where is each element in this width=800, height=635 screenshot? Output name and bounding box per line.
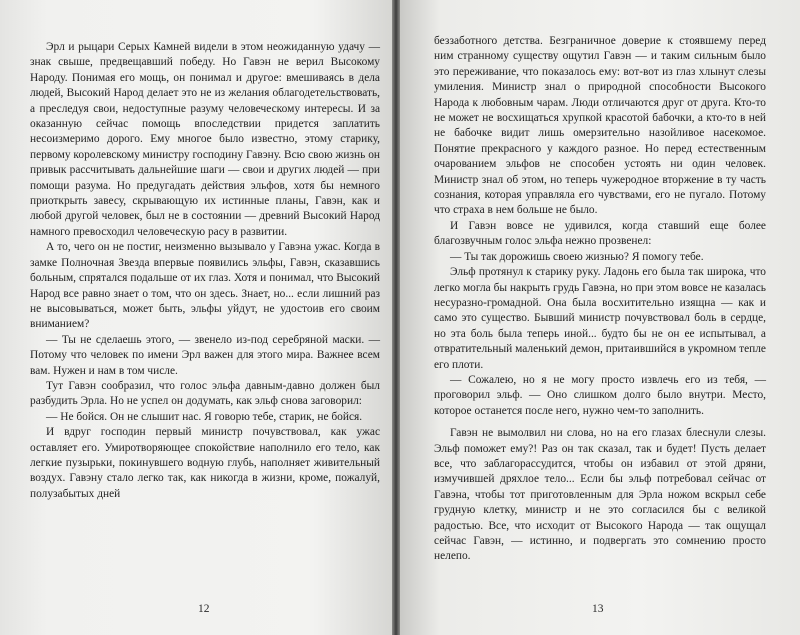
right-paragraph-3: — Ты так дорожишь своею жизнью? Я помогу тебе. [450,250,704,263]
right-paragraph-2: И Гавэн вовсе не удивился, когда ставший еще более благозвучным голос эльфа нежно прозвенел: [434,219,766,248]
left-paragraph-5: — Не бойся. Он не слышит нас. Я говорю тебе, старик, не бойся. [46,410,363,423]
right-paragraph-1: беззаботного детства. Безграничное доверие к стоявшему перед ним странному существу ощутил Гавэн — и таким сильным было это переживание, что показалось ему: вот-вот из глаз хлынут слезы умиления. Министр знал о природной способности Высокого Народа к любовным чарам. Люди отличаются друг от друга. Кто-то не может не восхищаться хрупкой красотой бабочки, а кто-то в ней не бабочке видит лишь омерзительно назойливое насекомое. Понятие прекрасного у каждого разное. Но перед естественным очарованием эльфов не способен устоять ни один человек. Министр знал об этом, но теперь чужеродное вторжение в ту часть сознания, которая управляла его чувствами, его не пугало. Потому что страха в нем больше не было. [434,35,766,217]
right-paragraph-4: Эльф протянул к старику руку. Ладонь его была так широка, что легко могла бы накрыть грудь Гавэна, но при этом вовсе не казалась несуразно-громадной. Она была восхитительно изящна — как и само это существо. Бывший министр почувствовал боль в сердце, но эта боль была теперь иной... будто бы не он ее испытывал, а отвратительный маленький демон, притаившийся в укромном тепле его плоти. [434,266,766,371]
book-gutter [392,0,400,635]
left-paragraph-4: Тут Гавэн сообразил, что голос эльфа давным-давно должен был разбудить Эрла. Но не успел он додумать, как эльф снова заговорил: [30,379,380,408]
right-paragraph-5: — Сожалею, но я не могу просто извлечь его из тебя, — проговорил эльф. — Оно слишком долго было внутри. Место, которое останется после него, нужно чем-то заполнить. [434,373,766,417]
left-paragraph-2: А то, чего он не постиг, неизменно вызывало у Гавэна ужас. Когда в замке Полночная Звезда впервые появились эльфы, Гавэн, сказавшись больным, спрятался подальше от их глаз. Хотя и понимал, что Высокий Народ все равно знает о том, что он здесь. Знает, но... если лишний раз не высовываться, может быть, эльфы уйдут, не удостоив его своим вниманием? [30,241,380,331]
left-page [0,0,392,635]
section-gap [434,419,766,426]
left-paragraph-1: Эрл и рыцари Серых Камней видели в этом неожиданную удачу — знак свыше, предвещавший победу. Но Гавэн не верил Высокому Народу. Понимая его мощь, он понимал и другое: вмешиваясь в дела людей, Высокий Народ делает это не из желания облагодетельствовать, а преследуя свои, недоступные разуму человеческому интересы. И за оказанную сейчас помощь впоследствии придется заплатить несоизмеримо дорого. Ему многое было известно, этому старику, первому королевскому министру господину Гавэну. Всю свою жизнь он привык рассчитывать дальнейшие шаги — свои и других людей — при помощи разума. Но предугадать действия эльфов, хотя бы немного приоткрыть завесу, скрывающую их истинные планы, Гавэн, как и любой другой человек, был не в состоянии — древний Высокий Народ намного превосходил человеческую расу в развитии. [30,41,380,238]
left-page-number: 12 [198,603,210,615]
right-paragraph-6: Гавэн не вымолвил ни слова, но на его глазах блеснули слезы. Эльф поможет ему?! Раз он так сказал, так и будет! Пусть делает все, что заблагорассудится, чтобы он избавил от этой дряни, измучившей дряхлое тело... Если бы эльф потребовал сейчас от Гавэна, чтобы тот приготовленным для Эрла ножом вскрыл себе грудную клетку, министр и не это согласился бы с великой радостью. Все, что исходит от Высокого Народа — так ощущал сейчас Гавэн, — истинно, и подвергать это сомнению просто нелепо. [434,427,766,563]
right-page-number: 13 [592,603,604,615]
left-paragraph-6: И вдруг господин первый министр почувствовал, как ужас оставляет его. Умиротворяющее спокойствие наполнило его тело, как легкие пузырьки, покинувшего водную глубь, наполняет живительный воздух. Гавэну стало легко так, как никогда в жизни, кроме, пожалуй, полузабытых дней [30,426,380,500]
right-page [400,0,800,635]
left-paragraph-3: — Ты не сделаешь этого, — звенело из-под серебряной маски. — Потому что человек по имени Эрл важен для этого мира. Важнее всем вам. Нужен и нам в том числе. [30,333,380,377]
